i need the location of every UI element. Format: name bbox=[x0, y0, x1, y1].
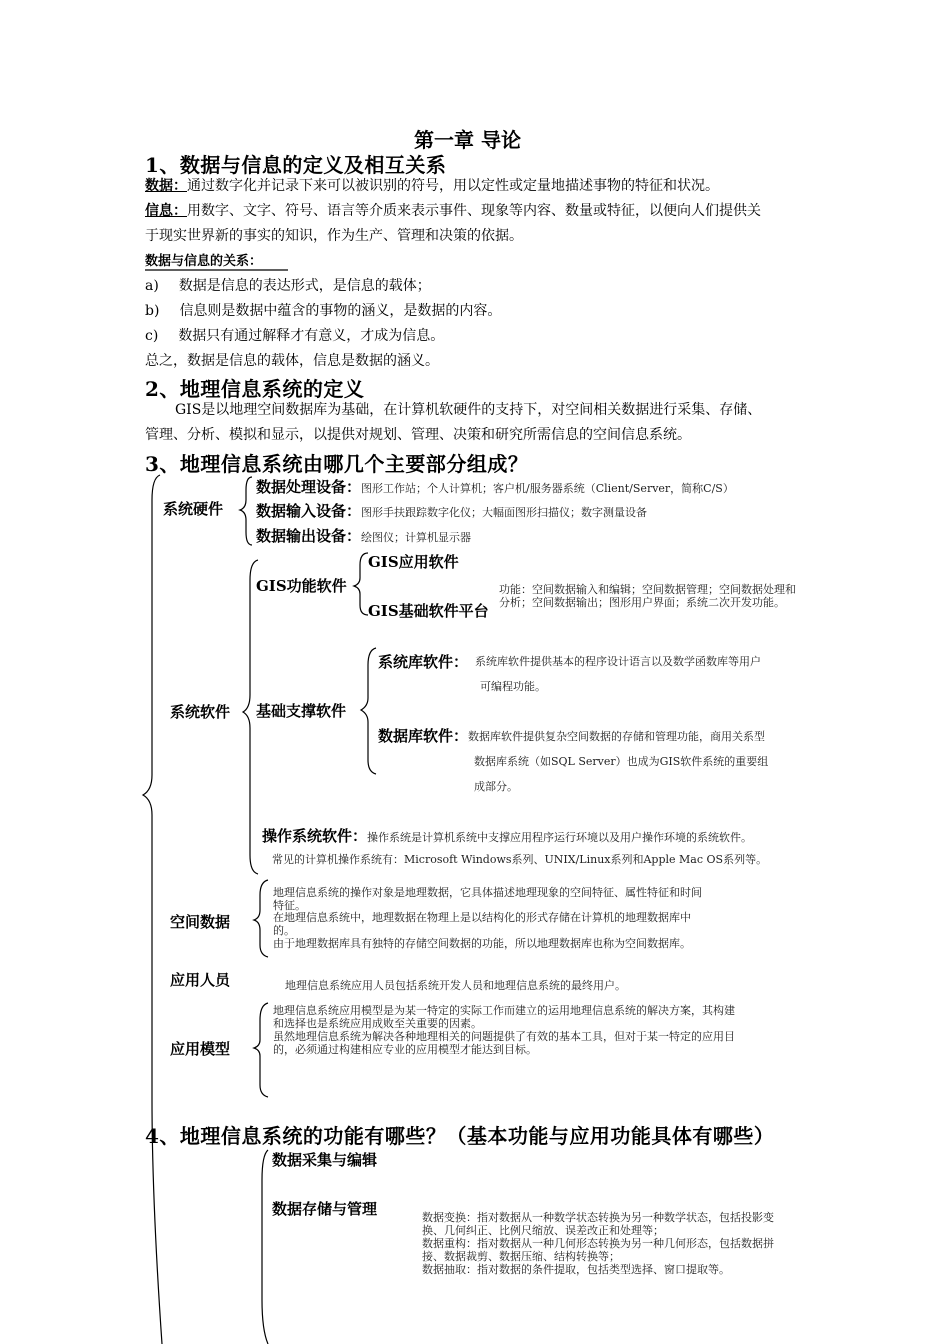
info-definition-line1 bbox=[145, 199, 761, 224]
os-row bbox=[262, 825, 752, 846]
gis-definition-1: GIS是以地理空间数据库为基础，在计算机软硬件的支持下，对空间相关数据进行采集、存储、 bbox=[175, 402, 762, 418]
function-brace bbox=[262, 1150, 268, 1344]
dblib-label: 数据库软件： bbox=[378, 727, 469, 745]
rel-item-c bbox=[145, 324, 444, 349]
dblib-desc-3: 成部分。 bbox=[474, 780, 518, 793]
gis-base-label: GIS基础软件平台 bbox=[368, 602, 489, 620]
model-line-4: 的，必须通过构建相应专业的应用模型才能达到目标。 bbox=[273, 1043, 537, 1056]
function-desc-2: 换、几何纠正、比例尺缩放、误差改正和处理等； bbox=[422, 1224, 664, 1237]
os-label: 操作系统软件： bbox=[262, 827, 368, 845]
hardware-item-name: 数据输出设备： bbox=[256, 527, 362, 545]
syslib-desc-2: 可编程功能。 bbox=[480, 680, 546, 693]
rel-marker: b) bbox=[145, 303, 160, 319]
spatial-line-3: 在地理信息系统中，地理数据在物理上是以结构化的形式存储在计算机的地理数据库中 bbox=[273, 911, 691, 924]
hardware-brace bbox=[240, 477, 252, 545]
syslib-label: 系统库软件： bbox=[378, 653, 469, 671]
gis-base-desc-1: 功能：空间数据输入和编辑；空间数据管理；空间数据处理和 bbox=[499, 583, 796, 596]
hardware-item-desc: 绘图仪；计算机显示器 bbox=[361, 531, 472, 544]
dblib-desc-2: 数据库系统（如SQL Server）也成为GIS软件系统的重要组 bbox=[474, 755, 769, 768]
gis-app-label: GIS应用软件 bbox=[368, 553, 459, 571]
dblib-desc-1: 数据库软件提供复杂空间数据的存储和管理功能，商用关系型 bbox=[468, 730, 765, 743]
people-label: 应用人员 bbox=[170, 971, 231, 989]
hardware-label: 系统硬件 bbox=[163, 500, 224, 518]
gis-func-brace bbox=[354, 553, 368, 615]
spatial-line-4: 的。 bbox=[273, 924, 295, 937]
spatial-line-5: 由于地理数据库具有独特的存储空间数据的功能，所以地理数据库也称为空间数据库。 bbox=[273, 937, 691, 950]
hardware-item-input bbox=[256, 500, 647, 521]
gis-func-label: GIS功能软件 bbox=[256, 577, 347, 595]
syslib-row bbox=[378, 651, 468, 672]
spatial-line-1: 地理信息系统的操作对象是地理数据，它具体描述地理现象的空间特征、属性特征和时间 bbox=[273, 886, 702, 899]
people-text: 地理信息系统应用人员包括系统开发人员和地理信息系统的最终用户。 bbox=[285, 979, 626, 992]
model-line-1: 地理信息系统应用模型是为某一特定的实际工作而建立的运用地理信息系统的解决方案，其构建 bbox=[273, 1004, 735, 1017]
support-brace bbox=[361, 648, 376, 774]
spatial-line-2: 特征。 bbox=[273, 899, 306, 912]
spatial-brace bbox=[254, 880, 268, 957]
main-brace bbox=[143, 475, 162, 1344]
section-3-heading: 3、地理信息系统由哪几个主要部分组成？ bbox=[145, 452, 529, 476]
function-desc-1: 数据变换：指对数据从一种数学状态转换为另一种数学状态，包括投影变 bbox=[422, 1211, 774, 1224]
info-term: 信息： bbox=[145, 203, 187, 219]
chapter-title: 第一章 导论 bbox=[414, 128, 521, 152]
os-desc-1: 操作系统是计算机系统中支撑应用程序运行环境以及用户操作环境的系统软件。 bbox=[367, 831, 753, 844]
hardware-item-name: 数据处理设备： bbox=[256, 478, 362, 496]
function-desc-3: 数据重构：指对数据从一种几何形态转换为另一种几何形态，包括数据拼 bbox=[422, 1237, 774, 1250]
hardware-item-desc: 图形工作站；个人计算机；客户机/服务器系统（Client/Server，简称C/S） bbox=[361, 482, 734, 495]
rel-item-b bbox=[145, 299, 501, 324]
rel-text: 信息则是数据中蕴含的事物的涵义，是数据的内容。 bbox=[179, 303, 502, 319]
syslib-desc-1: 系统库软件提供基本的程序设计语言以及数学函数库等用户 bbox=[475, 655, 761, 668]
relation-term: 数据与信息的关系： bbox=[145, 254, 263, 269]
function-desc-5: 数据抽取：指对数据的条件提取，包括类型选择、窗口提取等。 bbox=[422, 1263, 730, 1276]
section-4-heading: 4、地理信息系统的功能有哪些？（基本功能与应用功能具体有哪些） bbox=[145, 1124, 775, 1148]
rel-text: 数据只有通过解释才有意义，才成为信息。 bbox=[178, 328, 445, 344]
data-term: 数据： bbox=[145, 178, 187, 194]
support-label: 基础支撑软件 bbox=[256, 702, 347, 720]
software-label: 系统软件 bbox=[170, 703, 231, 721]
function-desc-4: 接、数据裁剪、数据压缩、结构转换等； bbox=[422, 1250, 620, 1263]
gis-definition-2: 管理、分析、模拟和显示，以提供对规划、管理、决策和研究所需信息的空间信息系统。 bbox=[145, 427, 691, 443]
section-2-heading: 2、地理信息系统的定义 bbox=[145, 377, 365, 401]
gis-base-desc-2: 分析；空间数据输出；图形用户界面；系统二次开发功能。 bbox=[499, 596, 785, 609]
function-item-1: 数据采集与编辑 bbox=[272, 1151, 378, 1169]
hardware-item-desc: 图形手扶跟踪数字化仪；大幅面图形扫描仪；数字测量设备 bbox=[361, 506, 648, 519]
os-desc-2: 常见的计算机操作系统有：Microsoft Windows系列、UNIX/Linux系列和Apple Mac OS系列等。 bbox=[272, 853, 768, 866]
rel-text: 数据是信息的表达形式，是信息的载体； bbox=[178, 278, 431, 294]
section-1-heading: 1、数据与信息的定义及相互关系 bbox=[145, 153, 447, 177]
rel-marker: a) bbox=[145, 278, 159, 294]
model-line-3: 虽然地理信息系统为解决各种地理相关的问题提供了有效的基本工具，但对于某一特定的应用目 bbox=[273, 1030, 735, 1043]
hardware-item-processing bbox=[256, 476, 734, 497]
rel-item-a bbox=[145, 274, 431, 299]
spatial-label: 空间数据 bbox=[170, 913, 231, 931]
summary: 总之，数据是信息的载体，信息是数据的涵义。 bbox=[145, 353, 439, 369]
info-text-1: 用数字、文字、符号、语言等介质来表示事件、现象等内容、数量或特征，以便向人们提供关 bbox=[187, 203, 761, 219]
function-item-2: 数据存储与管理 bbox=[272, 1200, 378, 1218]
data-definition bbox=[145, 174, 719, 199]
hardware-item-output bbox=[256, 525, 471, 546]
data-text: 通过数字化并记录下来可以被识别的符号，用以定性或定量地描述事物的特征和状况。 bbox=[187, 178, 719, 194]
hardware-item-name: 数据输入设备： bbox=[256, 502, 362, 520]
rel-marker: c) bbox=[145, 328, 159, 344]
model-label: 应用模型 bbox=[170, 1040, 231, 1058]
info-text-2: 于现实世界新的事实的知识，作为生产、管理和决策的依据。 bbox=[145, 228, 523, 244]
model-brace bbox=[254, 1003, 268, 1097]
model-line-2: 和选择也是系统应用成败至关重要的因素。 bbox=[273, 1017, 482, 1030]
